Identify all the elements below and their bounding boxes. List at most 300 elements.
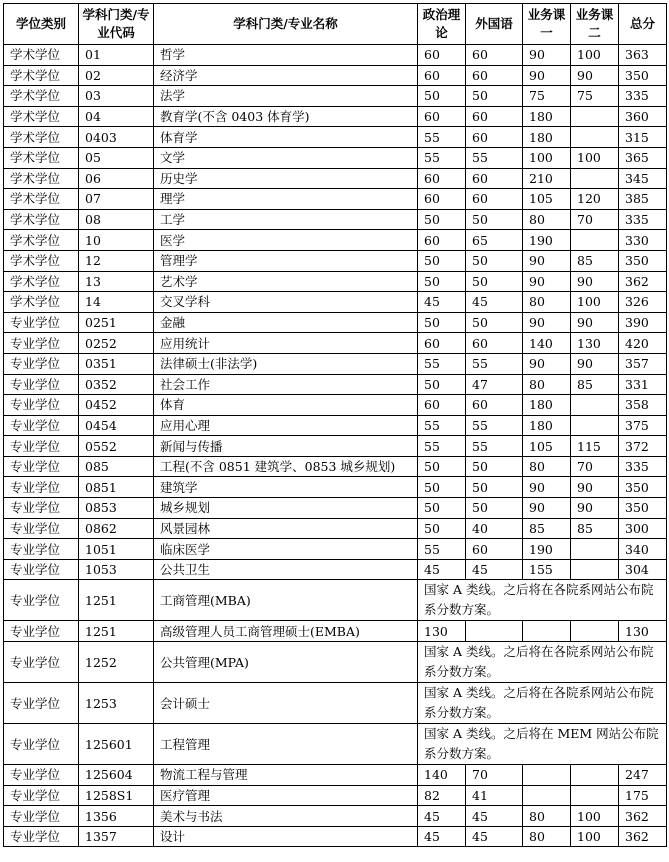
major-name-cell: 医疗管理	[154, 785, 418, 806]
foreign-language-cell: 50	[466, 498, 523, 519]
foreign-language-cell: 50	[466, 477, 523, 498]
degree-type-cell: 专业学位	[4, 477, 79, 498]
degree-type-cell: 专业学位	[4, 518, 79, 539]
politics-cell: 55	[418, 353, 466, 374]
course-two-cell	[571, 621, 619, 642]
course-one-cell: 80	[523, 826, 571, 847]
foreign-language-cell: 50	[466, 86, 523, 107]
politics-cell: 45	[418, 806, 466, 827]
course-two-cell	[571, 539, 619, 560]
major-code-cell: 1251	[79, 580, 154, 621]
table-row	[4, 621, 667, 642]
major-code-cell: 05	[79, 147, 154, 168]
course-one-cell: 85	[523, 518, 571, 539]
table-row	[4, 168, 667, 189]
table-row	[4, 436, 667, 457]
degree-type-cell: 专业学位	[4, 826, 79, 847]
course-one-cell: 90	[523, 250, 571, 271]
foreign-language-cell: 50	[466, 456, 523, 477]
header-foreign-language: 外国语	[466, 4, 523, 45]
header-major-code: 学科门类/专业代码	[79, 4, 154, 45]
major-name-cell: 设计	[154, 826, 418, 847]
table-row	[4, 477, 667, 498]
major-code-cell: 12	[79, 250, 154, 271]
table-row	[4, 45, 667, 66]
major-code-cell: 1051	[79, 539, 154, 560]
table-row	[4, 147, 667, 168]
table-row	[4, 271, 667, 292]
foreign-language-cell: 45	[466, 806, 523, 827]
course-two-cell	[571, 415, 619, 436]
table-row	[4, 724, 667, 765]
course-two-cell: 75	[571, 86, 619, 107]
major-code-cell: 0251	[79, 312, 154, 333]
course-one-cell: 90	[523, 312, 571, 333]
course-two-cell: 85	[571, 250, 619, 271]
table-row	[4, 65, 667, 86]
course-one-cell: 80	[523, 806, 571, 827]
degree-type-cell: 学术学位	[4, 209, 79, 230]
foreign-language-cell: 55	[466, 353, 523, 374]
total-cell: 175	[619, 785, 667, 806]
table-row	[4, 230, 667, 251]
major-name-cell: 工程管理	[154, 724, 418, 765]
degree-type-cell: 专业学位	[4, 333, 79, 354]
header-course-two: 业务课二	[571, 4, 619, 45]
course-two-cell	[571, 765, 619, 786]
course-two-cell: 100	[571, 147, 619, 168]
major-name-cell: 教育学(不含 0403 体育学)	[154, 106, 418, 127]
major-name-cell: 法学	[154, 86, 418, 107]
major-code-cell: 14	[79, 292, 154, 313]
course-one-cell: 80	[523, 209, 571, 230]
major-code-cell: 0862	[79, 518, 154, 539]
foreign-language-cell: 60	[466, 395, 523, 416]
degree-type-cell: 学术学位	[4, 147, 79, 168]
politics-cell: 50	[418, 250, 466, 271]
table-row	[4, 86, 667, 107]
degree-type-cell: 学术学位	[4, 189, 79, 210]
foreign-language-cell: 70	[466, 765, 523, 786]
table-row	[4, 415, 667, 436]
note-cell: 国家 A 类线。之后将在 MEM 网站公布院系分数方案。	[418, 724, 667, 765]
course-two-cell	[571, 230, 619, 251]
total-cell: 300	[619, 518, 667, 539]
politics-cell: 50	[418, 86, 466, 107]
foreign-language-cell: 45	[466, 559, 523, 580]
major-name-cell: 会计硕士	[154, 683, 418, 724]
politics-cell: 60	[418, 65, 466, 86]
foreign-language-cell: 60	[466, 65, 523, 86]
total-cell: 350	[619, 250, 667, 271]
foreign-language-cell: 65	[466, 230, 523, 251]
table-row	[4, 106, 667, 127]
degree-type-cell: 学术学位	[4, 168, 79, 189]
table-row	[4, 683, 667, 724]
foreign-language-cell: 41	[466, 785, 523, 806]
course-two-cell	[571, 559, 619, 580]
politics-cell: 50	[418, 477, 466, 498]
course-two-cell: 70	[571, 456, 619, 477]
major-name-cell: 临床医学	[154, 539, 418, 560]
politics-cell: 50	[418, 271, 466, 292]
header-course-one: 业务课一	[523, 4, 571, 45]
degree-type-cell: 学术学位	[4, 292, 79, 313]
major-name-cell: 理学	[154, 189, 418, 210]
major-code-cell: 0452	[79, 395, 154, 416]
total-cell: 372	[619, 436, 667, 457]
major-code-cell: 06	[79, 168, 154, 189]
major-code-cell: 0252	[79, 333, 154, 354]
major-name-cell: 文学	[154, 147, 418, 168]
course-two-cell: 100	[571, 292, 619, 313]
course-one-cell	[523, 765, 571, 786]
course-two-cell: 90	[571, 353, 619, 374]
foreign-language-cell: 60	[466, 539, 523, 560]
total-cell: 335	[619, 86, 667, 107]
header-major-name: 学科门类/专业名称	[154, 4, 418, 45]
total-cell: 345	[619, 168, 667, 189]
major-name-cell: 新闻与传播	[154, 436, 418, 457]
degree-type-cell: 专业学位	[4, 724, 79, 765]
note-cell: 国家 A 类线。之后将在各院系网站公布院系分数方案。	[418, 580, 667, 621]
course-one-cell	[523, 621, 571, 642]
table-row	[4, 209, 667, 230]
politics-cell: 45	[418, 292, 466, 313]
major-code-cell: 02	[79, 65, 154, 86]
major-name-cell: 体育	[154, 395, 418, 416]
degree-type-cell: 专业学位	[4, 498, 79, 519]
course-two-cell: 115	[571, 436, 619, 457]
degree-type-cell: 专业学位	[4, 785, 79, 806]
degree-type-cell: 专业学位	[4, 765, 79, 786]
politics-cell: 45	[418, 559, 466, 580]
course-one-cell: 210	[523, 168, 571, 189]
degree-type-cell: 学术学位	[4, 65, 79, 86]
course-two-cell	[571, 127, 619, 148]
total-cell: 385	[619, 189, 667, 210]
course-one-cell: 90	[523, 477, 571, 498]
course-one-cell: 105	[523, 189, 571, 210]
foreign-language-cell: 45	[466, 292, 523, 313]
degree-type-cell: 专业学位	[4, 580, 79, 621]
header-politics: 政治理论	[418, 4, 466, 45]
course-two-cell: 130	[571, 333, 619, 354]
major-code-cell: 085	[79, 456, 154, 477]
degree-type-cell: 专业学位	[4, 456, 79, 477]
course-one-cell: 105	[523, 436, 571, 457]
header-degree-type: 学位类别	[4, 4, 79, 45]
major-code-cell: 01	[79, 45, 154, 66]
major-code-cell: 0552	[79, 436, 154, 457]
table-row	[4, 292, 667, 313]
table-row	[4, 333, 667, 354]
major-code-cell: 1053	[79, 559, 154, 580]
foreign-language-cell: 50	[466, 250, 523, 271]
politics-cell: 60	[418, 168, 466, 189]
score-table	[3, 3, 667, 847]
course-one-cell: 80	[523, 456, 571, 477]
total-cell: 304	[619, 559, 667, 580]
table-row	[4, 353, 667, 374]
politics-cell: 50	[418, 209, 466, 230]
politics-cell: 50	[418, 374, 466, 395]
table-row	[4, 559, 667, 580]
table-row	[4, 127, 667, 148]
total-cell: 335	[619, 209, 667, 230]
major-name-cell: 美术与书法	[154, 806, 418, 827]
degree-type-cell: 学术学位	[4, 271, 79, 292]
total-cell: 350	[619, 498, 667, 519]
politics-cell: 82	[418, 785, 466, 806]
table-row	[4, 395, 667, 416]
major-code-cell: 04	[79, 106, 154, 127]
major-name-cell: 工学	[154, 209, 418, 230]
major-name-cell: 交叉学科	[154, 292, 418, 313]
major-name-cell: 公共管理(MPA)	[154, 642, 418, 683]
major-code-cell: 0351	[79, 353, 154, 374]
foreign-language-cell: 60	[466, 106, 523, 127]
total-cell: 315	[619, 127, 667, 148]
degree-type-cell: 专业学位	[4, 539, 79, 560]
course-one-cell: 155	[523, 559, 571, 580]
table-row	[4, 765, 667, 786]
total-cell: 360	[619, 106, 667, 127]
major-name-cell: 应用心理	[154, 415, 418, 436]
note-cell: 国家 A 类线。之后将在各院系网站公布院系分数方案。	[418, 642, 667, 683]
table-row	[4, 806, 667, 827]
major-name-cell: 应用统计	[154, 333, 418, 354]
course-two-cell	[571, 106, 619, 127]
foreign-language-cell: 60	[466, 168, 523, 189]
foreign-language-cell: 60	[466, 45, 523, 66]
course-one-cell: 90	[523, 353, 571, 374]
total-cell: 390	[619, 312, 667, 333]
total-cell: 362	[619, 826, 667, 847]
foreign-language-cell: 40	[466, 518, 523, 539]
total-cell: 331	[619, 374, 667, 395]
foreign-language-cell: 45	[466, 826, 523, 847]
major-name-cell: 公共卫生	[154, 559, 418, 580]
major-code-cell: 0454	[79, 415, 154, 436]
course-one-cell: 180	[523, 395, 571, 416]
total-cell: 362	[619, 806, 667, 827]
major-name-cell: 高级管理人员工商管理硕士(EMBA)	[154, 621, 418, 642]
politics-cell: 60	[418, 106, 466, 127]
major-name-cell: 经济学	[154, 65, 418, 86]
foreign-language-cell: 60	[466, 127, 523, 148]
major-code-cell: 125604	[79, 765, 154, 786]
major-name-cell: 工程(不含 0851 建筑学、0853 城乡规划)	[154, 456, 418, 477]
degree-type-cell: 专业学位	[4, 415, 79, 436]
degree-type-cell: 专业学位	[4, 436, 79, 457]
foreign-language-cell: 55	[466, 436, 523, 457]
total-cell: 420	[619, 333, 667, 354]
politics-cell: 55	[418, 127, 466, 148]
table-row	[4, 456, 667, 477]
foreign-language-cell: 50	[466, 312, 523, 333]
degree-type-cell: 专业学位	[4, 683, 79, 724]
politics-cell: 130	[418, 621, 466, 642]
politics-cell: 140	[418, 765, 466, 786]
foreign-language-cell: 50	[466, 209, 523, 230]
course-one-cell: 180	[523, 415, 571, 436]
course-one-cell: 80	[523, 374, 571, 395]
course-two-cell	[571, 785, 619, 806]
table-row	[4, 642, 667, 683]
course-one-cell: 180	[523, 127, 571, 148]
table-row	[4, 189, 667, 210]
major-name-cell: 金融	[154, 312, 418, 333]
course-one-cell: 75	[523, 86, 571, 107]
course-one-cell: 90	[523, 271, 571, 292]
degree-type-cell: 专业学位	[4, 559, 79, 580]
degree-type-cell: 学术学位	[4, 106, 79, 127]
degree-type-cell: 专业学位	[4, 353, 79, 374]
degree-type-cell: 专业学位	[4, 642, 79, 683]
politics-cell: 60	[418, 45, 466, 66]
total-cell: 330	[619, 230, 667, 251]
degree-type-cell: 专业学位	[4, 374, 79, 395]
major-name-cell: 法律硕士(非法学)	[154, 353, 418, 374]
major-name-cell: 城乡规划	[154, 498, 418, 519]
course-two-cell: 90	[571, 477, 619, 498]
foreign-language-cell	[466, 621, 523, 642]
course-two-cell: 90	[571, 498, 619, 519]
politics-cell: 55	[418, 436, 466, 457]
major-code-cell: 0851	[79, 477, 154, 498]
foreign-language-cell: 55	[466, 415, 523, 436]
politics-cell: 60	[418, 333, 466, 354]
degree-type-cell: 专业学位	[4, 312, 79, 333]
major-code-cell: 0403	[79, 127, 154, 148]
major-code-cell: 1357	[79, 826, 154, 847]
table-row	[4, 826, 667, 847]
major-name-cell: 哲学	[154, 45, 418, 66]
header-total: 总分	[619, 4, 667, 45]
degree-type-cell: 学术学位	[4, 127, 79, 148]
total-cell: 247	[619, 765, 667, 786]
major-code-cell: 1251	[79, 621, 154, 642]
table-row	[4, 374, 667, 395]
major-code-cell: 125601	[79, 724, 154, 765]
degree-type-cell: 学术学位	[4, 230, 79, 251]
course-two-cell: 70	[571, 209, 619, 230]
total-cell: 357	[619, 353, 667, 374]
major-code-cell: 03	[79, 86, 154, 107]
major-code-cell: 10	[79, 230, 154, 251]
major-name-cell: 管理学	[154, 250, 418, 271]
course-two-cell: 90	[571, 312, 619, 333]
course-one-cell	[523, 785, 571, 806]
course-two-cell: 85	[571, 518, 619, 539]
major-name-cell: 工商管理(MBA)	[154, 580, 418, 621]
politics-cell: 55	[418, 147, 466, 168]
major-code-cell: 13	[79, 271, 154, 292]
foreign-language-cell: 55	[466, 147, 523, 168]
major-name-cell: 艺术学	[154, 271, 418, 292]
table-row	[4, 250, 667, 271]
major-code-cell: 1253	[79, 683, 154, 724]
course-two-cell: 85	[571, 374, 619, 395]
table-row	[4, 539, 667, 560]
total-cell: 335	[619, 456, 667, 477]
major-code-cell: 1356	[79, 806, 154, 827]
table-body	[4, 45, 667, 847]
major-name-cell: 体育学	[154, 127, 418, 148]
degree-type-cell: 专业学位	[4, 621, 79, 642]
note-cell: 国家 A 类线。之后将在各院系网站公布院系分数方案。	[418, 683, 667, 724]
degree-type-cell: 专业学位	[4, 395, 79, 416]
course-one-cell: 90	[523, 498, 571, 519]
course-two-cell	[571, 395, 619, 416]
total-cell: 350	[619, 65, 667, 86]
major-name-cell: 医学	[154, 230, 418, 251]
course-two-cell: 90	[571, 65, 619, 86]
table-row	[4, 785, 667, 806]
course-two-cell: 100	[571, 806, 619, 827]
foreign-language-cell: 60	[466, 189, 523, 210]
total-cell: 340	[619, 539, 667, 560]
politics-cell: 60	[418, 189, 466, 210]
politics-cell: 50	[418, 312, 466, 333]
total-cell: 365	[619, 147, 667, 168]
politics-cell: 50	[418, 456, 466, 477]
politics-cell: 60	[418, 230, 466, 251]
course-two-cell: 120	[571, 189, 619, 210]
major-name-cell: 建筑学	[154, 477, 418, 498]
major-code-cell: 0853	[79, 498, 154, 519]
course-one-cell: 190	[523, 539, 571, 560]
course-one-cell: 100	[523, 147, 571, 168]
politics-cell: 45	[418, 826, 466, 847]
politics-cell: 50	[418, 498, 466, 519]
total-cell: 326	[619, 292, 667, 313]
course-two-cell: 90	[571, 271, 619, 292]
course-two-cell: 100	[571, 826, 619, 847]
table-row	[4, 518, 667, 539]
total-cell: 130	[619, 621, 667, 642]
major-code-cell: 1252	[79, 642, 154, 683]
course-one-cell: 140	[523, 333, 571, 354]
politics-cell: 50	[418, 518, 466, 539]
table-row	[4, 312, 667, 333]
course-one-cell: 190	[523, 230, 571, 251]
foreign-language-cell: 60	[466, 333, 523, 354]
total-cell: 375	[619, 415, 667, 436]
politics-cell: 55	[418, 415, 466, 436]
foreign-language-cell: 50	[466, 271, 523, 292]
table-row	[4, 580, 667, 621]
course-one-cell: 180	[523, 106, 571, 127]
header-row	[4, 4, 667, 45]
major-code-cell: 07	[79, 189, 154, 210]
total-cell: 362	[619, 271, 667, 292]
course-two-cell	[571, 168, 619, 189]
foreign-language-cell: 47	[466, 374, 523, 395]
degree-type-cell: 专业学位	[4, 806, 79, 827]
major-code-cell: 08	[79, 209, 154, 230]
degree-type-cell: 学术学位	[4, 86, 79, 107]
major-name-cell: 社会工作	[154, 374, 418, 395]
major-code-cell: 0352	[79, 374, 154, 395]
degree-type-cell: 学术学位	[4, 45, 79, 66]
course-one-cell: 90	[523, 45, 571, 66]
course-one-cell: 90	[523, 65, 571, 86]
major-name-cell: 风景园林	[154, 518, 418, 539]
total-cell: 350	[619, 477, 667, 498]
degree-type-cell: 学术学位	[4, 250, 79, 271]
